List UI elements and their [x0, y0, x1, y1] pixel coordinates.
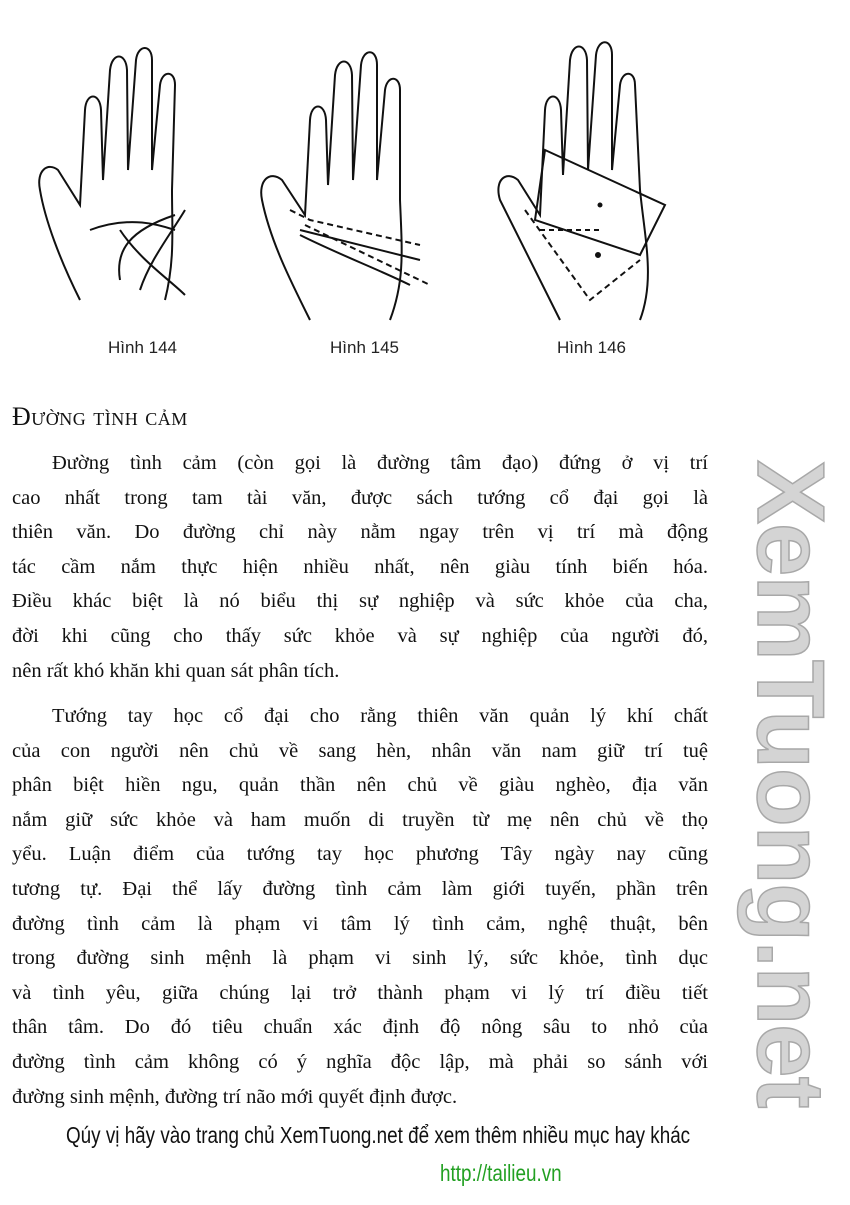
text-line: tác cầm nắm thực hiện nhiều nhất, nên giàu tính biến hóa. [12, 555, 708, 578]
figure-caption: Hình 144 [108, 338, 177, 357]
palm-figure-146 [498, 42, 665, 320]
text-line: trong đường sinh mệnh là phạm vi sinh lý, sức khỏe, tình dục [12, 947, 708, 970]
overlay-url[interactable]: http://tailieu.vn [440, 1160, 562, 1186]
text-line: đường tình cảm là phạm vi tâm lý tình cảm, nghệ thuật, bên [12, 912, 708, 935]
text-line: nên rất khó khăn khi quan sát phân tích. [12, 659, 340, 682]
palm-figure-145 [261, 52, 430, 320]
text-line: thiên văn. Do đường chỉ này nằm ngay trên vị trí mà động [12, 521, 708, 544]
text-line: Đường tình cảm (còn gọi là đường tâm đạo) đứng ở vị trí [52, 452, 708, 474]
palm-figures [0, 30, 850, 330]
text-line: thân tâm. Do đó tiêu chuẩn xác định độ nông sâu to nhỏ của [12, 1016, 708, 1039]
section-title: Đường tình cảm [12, 402, 188, 431]
text-line: và tình yêu, giữa chúng lại trở thành phạm vi lý trí điều tiết [12, 981, 708, 1004]
text-line: cao nhất trong tam tài văn, được sách tướng cổ đại gọi là [12, 486, 708, 509]
footer-note [66, 1122, 690, 1149]
watermark: XemTuong.net [737, 460, 844, 1108]
text-line: của con người nên chủ về sang hèn, nhân văn nam giữ trí tuệ [12, 739, 708, 762]
footer-text: Qúy vị hãy vào trang chủ XemTuong.net để xem thêm nhiều mục hay khác [66, 1122, 691, 1148]
text-line: đường sinh mệnh, đường trí não mới quyết định được. [12, 1085, 458, 1108]
figure-caption: Hình 145 [330, 338, 399, 357]
figure-caption: Hình 146 [557, 338, 626, 357]
text-line: đường tình cảm không có ý nghĩa độc lập, mà phải so sánh với [12, 1051, 708, 1073]
text-line: Điều khác biệt là nó biểu thị sự nghiệp và sức khỏe của cha, [12, 590, 708, 613]
text-line: Tướng tay học cổ đại cho rằng thiên văn quản lý khí chất [52, 705, 708, 727]
text-line: yểu. Luận điểm của tướng tay học phương Tây ngày nay cũng [12, 843, 708, 866]
text-line: tương tự. Đại thể lấy đường tình cảm làm giới tuyến, phần trên [12, 878, 708, 900]
palm-figure-144 [39, 48, 185, 300]
text-line: nắm giữ sức khỏe và ham muốn di truyền từ mẹ nên chủ về thọ [12, 808, 708, 831]
text-line: đời khi cũng cho thấy sức khỏe và sự nghiệp của người đó, [12, 625, 708, 647]
text-line: phân biệt hiền ngu, quản thần nên chủ về giàu nghèo, địa văn [12, 774, 708, 797]
